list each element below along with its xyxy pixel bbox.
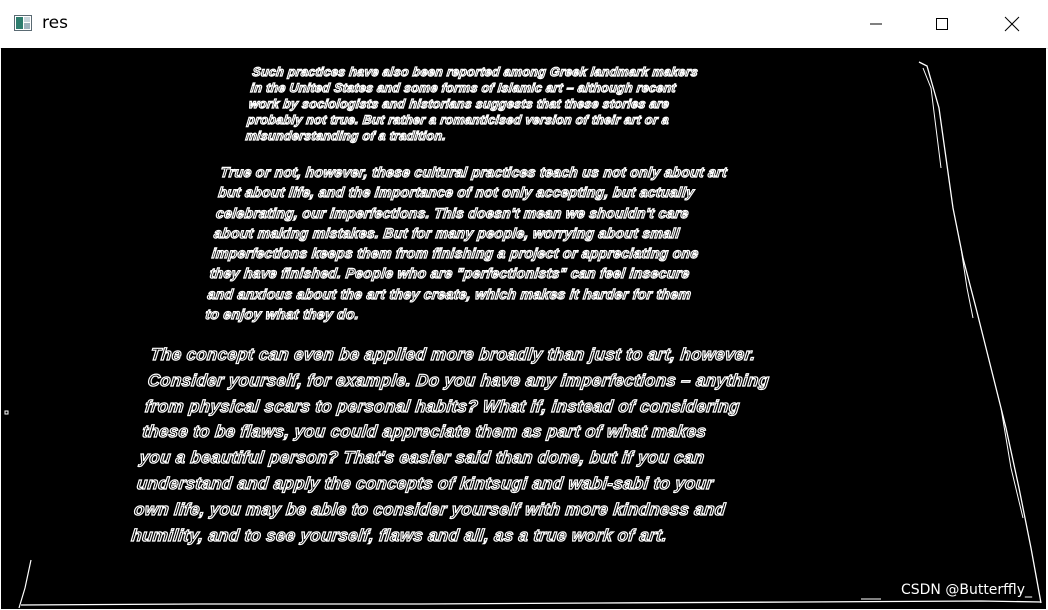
text-line: imperfections keeps them from finishing a project or appreciating one (211, 245, 700, 262)
close-button[interactable] (984, 0, 1040, 48)
text-line: Consider yourself, for example. Do you have any imperfections – anything (146, 370, 771, 390)
text-line: work by sociologists and historians suggests that these stories are (248, 97, 670, 111)
text-line: but about life, and the importance of not only accepting, but actually (217, 184, 696, 201)
text-line: from physical scars to personal habits? What if, instead of considering (144, 396, 741, 416)
text-line: in the United States and some forms of Islamic art – although recent (249, 81, 677, 95)
text-line: celebrating, our imperfections. This doesn't mean we shouldn't care (215, 204, 690, 221)
text-line: about making mistakes. But for many people, worrying about small (213, 224, 681, 241)
text-line: The concept can even be applied more broadly than just to art, however. (149, 345, 757, 364)
watermark: CSDN @Butterffly_ (900, 582, 1032, 598)
text-line: and anxious about the art they create, which makes it harder for them (206, 285, 693, 302)
text-line: humility, and to see yourself, flaws and all, as a true work of art. (130, 525, 669, 545)
text-line: True or not, however, these cultural practices teach us not only about art (219, 164, 728, 180)
minimize-icon (869, 17, 883, 31)
text-line: you a beautiful person? That's easier said than done, but if you can (138, 448, 706, 468)
text-line: these to be flaws, you could appreciate them as part of what makes (141, 422, 708, 442)
paragraph-2 (204, 162, 728, 324)
minimize-button[interactable] (848, 0, 904, 48)
paragraph-1 (245, 64, 699, 144)
text-line: probably not true. But rather a romanticised version of their art or a (246, 113, 670, 127)
text-line: own life, you may be able to consider yourself with more kindness and (133, 499, 727, 519)
text-line: Such practices have also been reported among Greek landmark makers (251, 65, 699, 79)
maximize-icon (935, 17, 949, 31)
app-icon (14, 15, 32, 31)
maximize-button[interactable] (914, 0, 970, 48)
text-line: they have finished. People who are "perfectionists" can feel insecure (208, 265, 691, 282)
text-line: understand and apply the concepts of kintsugi and wabi-sabi to your (135, 473, 715, 493)
text-line: to enjoy what they do. (204, 306, 360, 323)
close-icon (1004, 16, 1020, 32)
paragraph-3 (130, 342, 773, 548)
image-canvas (1, 48, 1046, 609)
window-title: res (42, 13, 68, 33)
title-bar[interactable] (0, 0, 1048, 49)
text-line: misunderstanding of a tradition. (244, 129, 447, 143)
